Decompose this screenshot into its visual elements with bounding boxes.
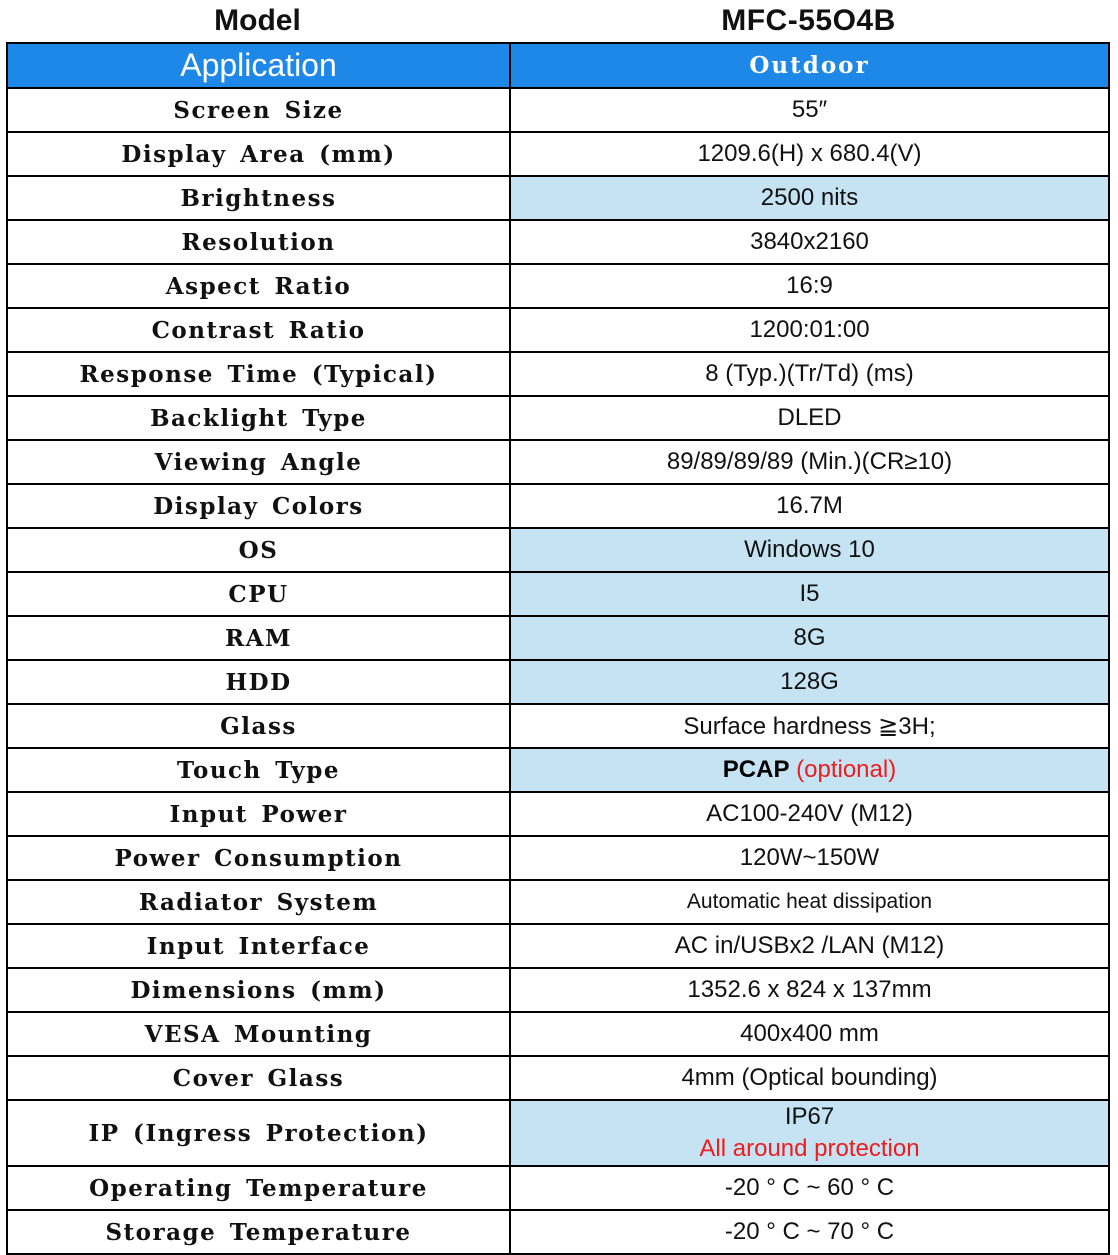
row-label: Viewing Angle: [7, 440, 510, 484]
table-row: [7, 704, 1109, 748]
header-value: Outdoor: [510, 43, 1109, 88]
row-value: 120W~150W: [510, 836, 1109, 880]
table-row: [7, 1056, 1109, 1100]
table-row: [7, 880, 1109, 924]
row-label: Dimensions (mm): [7, 968, 510, 1012]
row-label: Brightness: [7, 176, 510, 220]
header-label: Application: [7, 43, 510, 88]
table-row: [7, 836, 1109, 880]
row-label: CPU: [7, 572, 510, 616]
model-value: MFC-55O4B: [721, 4, 896, 37]
touch-type-note: (optional): [796, 756, 897, 783]
table-row: [7, 1166, 1109, 1210]
row-label: Response Time (Typical): [7, 352, 510, 396]
row-label: RAM: [7, 616, 510, 660]
model-row: [6, 0, 1108, 42]
table-row: [7, 352, 1109, 396]
table-row: [7, 792, 1109, 836]
table-row: [7, 88, 1109, 132]
table-row: [7, 528, 1109, 572]
row-value: 400x400 mm: [510, 1012, 1109, 1056]
row-label: Screen Size: [7, 88, 510, 132]
spec-table: [6, 42, 1110, 1255]
table-row: [7, 1210, 1109, 1254]
table-row: [7, 660, 1109, 704]
table-row: [7, 396, 1109, 440]
row-label: Radiator System: [7, 880, 510, 924]
ip-rating: IP67: [784, 1103, 835, 1130]
table-row: [7, 924, 1109, 968]
row-label: Storage Temperature: [7, 1210, 510, 1254]
row-value: Surface hardness ≧3H;: [510, 704, 1109, 748]
row-value: 55″: [510, 88, 1109, 132]
table-row: [7, 132, 1109, 176]
row-value: -20 ° C ~ 60 ° C: [510, 1166, 1109, 1210]
model-label: Model: [214, 4, 301, 37]
table-row: [7, 1100, 1109, 1166]
row-value: AC100-240V (M12): [510, 792, 1109, 836]
row-value: 1209.6(H) x 680.4(V): [510, 132, 1109, 176]
row-value-highlight: Windows 10: [510, 528, 1109, 572]
row-value: Automatic heat dissipation: [510, 880, 1109, 924]
row-value: AC in/USBx2 /LAN (M12): [510, 924, 1109, 968]
table-row: [7, 1012, 1109, 1056]
row-label: VESA Mounting: [7, 1012, 510, 1056]
row-label: Display Colors: [7, 484, 510, 528]
row-value-highlight: [510, 748, 1109, 792]
row-value: -20 ° C ~ 70 ° C: [510, 1210, 1109, 1254]
row-value: 1352.6 x 824 x 137mm: [510, 968, 1109, 1012]
row-value: 8 (Typ.)(Tr/Td) (ms): [510, 352, 1109, 396]
table-row: [7, 748, 1109, 792]
row-value: 4mm (Optical bounding): [510, 1056, 1109, 1100]
row-label: OS: [7, 528, 510, 572]
row-label: Cover Glass: [7, 1056, 510, 1100]
row-value: 1200:01:00: [510, 308, 1109, 352]
row-label: Operating Temperature: [7, 1166, 510, 1210]
table-row: [7, 308, 1109, 352]
row-label: Resolution: [7, 220, 510, 264]
row-value: 89/89/89/89 (Min.)(CR≥10): [510, 440, 1109, 484]
row-label: Touch Type: [7, 748, 510, 792]
row-label: Contrast Ratio: [7, 308, 510, 352]
touch-type-main: PCAP: [722, 756, 790, 783]
table-row: [7, 176, 1109, 220]
row-value: 3840x2160: [510, 220, 1109, 264]
table-row: [7, 484, 1109, 528]
table-row: [7, 220, 1109, 264]
row-label: Aspect Ratio: [7, 264, 510, 308]
row-label: Input Interface: [7, 924, 510, 968]
row-label: Glass: [7, 704, 510, 748]
table-row: [7, 264, 1109, 308]
ip-note: All around protection: [699, 1135, 920, 1162]
table-row: [7, 440, 1109, 484]
row-value: 16:9: [510, 264, 1109, 308]
row-value-highlight: 8G: [510, 616, 1109, 660]
row-value-highlight: 128G: [510, 660, 1109, 704]
row-value: DLED: [510, 396, 1109, 440]
table-row: [7, 616, 1109, 660]
row-value-highlight: [510, 1100, 1109, 1166]
row-label: Input Power: [7, 792, 510, 836]
row-value-highlight: 2500 nits: [510, 176, 1109, 220]
row-label: Display Area (mm): [7, 132, 510, 176]
row-value-highlight: I5: [510, 572, 1109, 616]
row-label: Power Consumption: [7, 836, 510, 880]
table-row: [7, 968, 1109, 1012]
table-row: [7, 572, 1109, 616]
row-value: 16.7M: [510, 484, 1109, 528]
row-label: HDD: [7, 660, 510, 704]
row-label: IP (Ingress Protection): [7, 1100, 510, 1166]
row-label: Backlight Type: [7, 396, 510, 440]
table-header-row: [7, 43, 1109, 88]
